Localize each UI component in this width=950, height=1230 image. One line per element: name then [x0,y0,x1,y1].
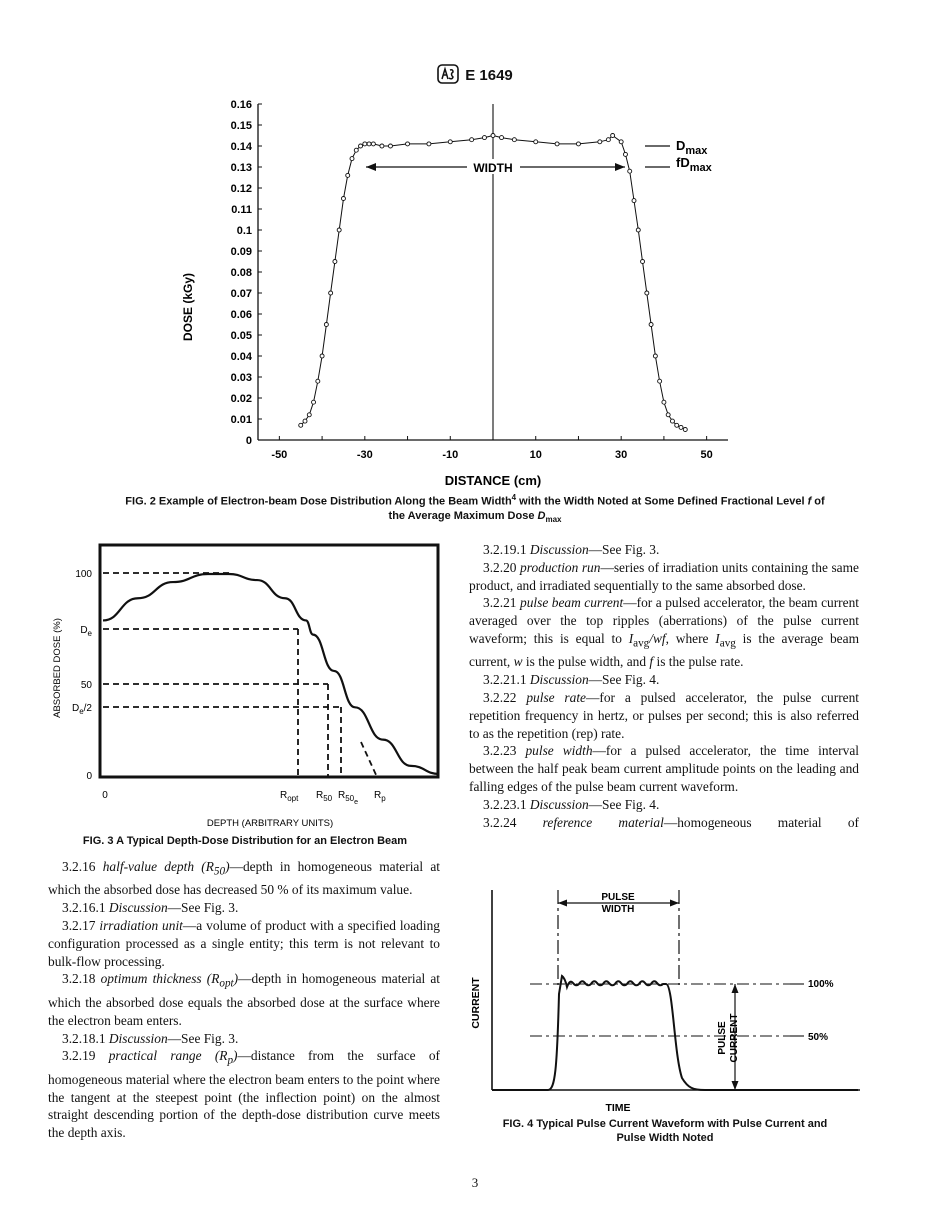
fig3-yDe2: $D_e/2$ [71,703,92,716]
fig2-y-tick: 0.13 [230,162,252,174]
fig2-data-point [491,134,495,138]
def-3-2-21-1: 3.2.21.1 Discussion—See Fig. 4. [483,672,660,688]
fig2-data-point [628,169,632,173]
fig3-y0: 0 [86,771,92,782]
fig2-x-tick: -50 [271,449,288,461]
def-3-2-18-1: 3.2.18.1 Discussion—See Fig. 3. [62,1030,239,1046]
fig3-depth-dose-curve [103,574,439,774]
fig2-legend-dmax: $D_{max}$ [676,138,708,157]
astm-logo-icon [437,64,459,88]
def-3-2-16-1: 3.2.16.1 Discussion—See Fig. 3. [62,900,239,916]
fig2-data-point [645,291,649,295]
fig2-y-tick: 0.08 [230,267,252,279]
fig4-pct100: 100% [808,979,834,990]
fig2-data-point [367,142,371,146]
fig2-y-tick: 0.09 [230,246,252,258]
fig2-data-point [606,138,610,142]
def-3-2-23: 3.2.23 pulse width—for a pulsed accelerator, the time interval between the half peak beam current amplitude points on the leading and falling edges of the pulse beam current waveform. [469,743,859,795]
fig4-ylabel: CURRENT [470,977,482,1029]
fig3-xlabel: DEPTH (ARBITRARY UNITS) [206,818,334,829]
fig2-data-point [482,136,486,140]
fig2-y-tick: 0.12 [230,183,252,195]
fig2-data-point [500,136,504,140]
def-3-2-21: 3.2.21 pulse beam current—for a pulsed accelerator, the beam current averaged over the top ripples (aberrations) of the pulse current waveform; this is equal to $I_{avg}/wf$, where $I_{avg}$ is the average beam current, w is the pulse width, and f is the pulse rate. [469,595,860,670]
fig2-y-tick: 0.05 [230,330,252,342]
def-3-2-20: 3.2.20 production run—series of irradiation units containing the same product, and irradiated sequentially to the same absorbed dose. [469,559,859,593]
fig4-pulse-width-label: PULSE WIDTH [601,892,635,915]
fig2-x-tick: 10 [529,449,542,461]
fig3-y50: 50 [80,680,92,691]
right-column [469,541,859,831]
fig2-y-tick: 0.16 [230,99,252,111]
fig3-yDe: $D_e$ [80,625,92,638]
fig2-data-point [350,157,354,161]
fig2-legend-fdmax: $fD_{max}$ [676,155,712,174]
fig2-data-point [320,354,324,358]
fig2-data-point [623,152,627,156]
fig2-caption: FIG. 2 Example of Electron-beam Dose Distribution Along the Beam Width$^4$ with the Width Noted at Some Defined Fractional Level f of the Average Maximum Dose $D_{max}$ [125,493,825,524]
fig4-pulse-waveform [492,976,858,1090]
fig2-data-point [380,144,384,148]
fig2-data-point [662,400,666,404]
fig2-data-point [427,142,431,146]
fig2-xlabel: DISTANCE (cm) [444,473,542,488]
fig3-xR50e: $R_{50e}$ [338,790,359,806]
def-3-2-19-1: 3.2.19.1 Discussion—See Fig. 3. [483,542,660,557]
fig4-pct50: 50% [808,1032,829,1043]
fig2-x-tick: 50 [700,449,713,461]
fig2-data-point [512,138,516,142]
def-3-2-19: 3.2.19 practical range $(R_p)—distance$ from the surface of homogeneous material where the electron beam enters to the point where the tangent at the steepest point (the inflection point) on the almost straight descending portion of the depth-dose distribution curve meets the depth axis. [48,1048,440,1141]
fig2-data-point [653,354,657,358]
fig2-data-point [303,419,307,423]
fig2-data-point [307,413,311,417]
fig2-data-point [359,144,363,148]
fig2-x-tick: -10 [442,449,459,461]
standard-number: E 1649 [465,66,513,84]
fig2-data-point [346,173,350,177]
fig2-data-point [611,134,615,138]
fig2-y-tick: 0.03 [230,372,252,384]
fig3-x0: 0 [102,790,108,801]
fig2-y-tick: 0.1 [236,225,252,237]
fig2-data-point [679,425,683,429]
fig2-y-tick: 0 [245,435,252,447]
fig4-pulse-current-label: PULSECURRENT [717,1013,740,1063]
fig3-dash-tangent [361,742,377,777]
def-3-2-24: 3.2.24 reference material—homogeneous material of [483,814,859,830]
fig2-data-point [312,400,316,404]
fig2-data-point [316,379,320,383]
fig2-y-tick: 0.06 [230,309,252,321]
fig2-data-point [337,228,341,232]
fig2-data-point [598,140,602,144]
fig2-data-point [636,228,640,232]
fig2-data-point [619,140,623,144]
page-number: 3 [471,1175,479,1190]
fig2-data-point [470,138,474,142]
fig3-xR50: $R_{50}$ [316,790,333,803]
fig2-y-tick: 0.11 [231,204,252,216]
fig3-chart [45,540,445,830]
fig2-data-point [406,142,410,146]
fig2-data-point [666,413,670,417]
fig2-chart [170,92,750,492]
fig2-data-point [683,428,687,432]
fig2-data-point [534,140,538,144]
fig2-y-tick: 0.02 [230,393,252,405]
fig2-data-point [329,291,333,295]
fig2-data-point [448,140,452,144]
fig2-data-point [333,260,337,264]
def-3-2-17: 3.2.17 irradiation unit—a volume of product with a specified loading configuration processed as a single entity; this term is not relevant to bulk-flow processing. [48,918,440,969]
fig2-x-tick: -30 [356,449,373,461]
fig2-data-point [388,144,392,148]
fig2-data-point [649,323,653,327]
fig3-xRopt: $R_{opt}$ [280,790,299,803]
fig2-data-point [555,142,559,146]
fig2-data-point [363,142,367,146]
fig2-data-point [658,379,662,383]
fig2-data-point [354,148,358,152]
left-column [48,858,440,1142]
fig4-caption: FIG. 4 Typical Pulse Current Waveform with Pulse Current and Pulse Width Noted [502,1118,828,1144]
fig2-data-point [632,199,636,203]
def-3-2-18: 3.2.18 optimum thickness $(R_{opt})—depth$ in homogeneous material at which the absorbed dose equals the absorbed dose at the surface where the electron beam enters. [48,971,441,1028]
fig4-chart [460,880,880,1120]
fig2-data-point [670,419,674,423]
fig2-y-tick: 0.15 [230,120,252,132]
def-3-2-16: 3.2.16 half-value depth $(R_{50})—depth$ in homogeneous material at which the absorbed dose has decreased 50 % of its maximum value. [48,859,441,898]
fig3-xRp: $R_p$ [374,790,386,803]
fig2-data-point [576,142,580,146]
fig2-data-point [341,197,345,201]
fig3-ylabel: ABSORBED DOSE (%) [52,618,63,718]
fig2-y-tick: 0.14 [230,141,252,153]
fig2-y-tick: 0.04 [230,351,252,363]
fig2-width-label: WIDTH [473,161,513,175]
fig3-y100: 100 [75,569,92,580]
fig2-ylabel: DOSE (kGy) [181,272,195,342]
fig2-data-point [371,142,375,146]
fig3-caption: FIG. 3 A Typical Depth-Dose Distribution for an Electron Beam [82,835,408,847]
fig4-xlabel: TIME [605,1102,631,1114]
fig2-data-point [324,323,328,327]
page-header [0,64,950,88]
def-3-2-22: 3.2.22 pulse rate—for a pulsed accelerator, the pulse current repetition frequency in hertz, or pulses per second; this is also referred to as the repetition (rep) rate. [469,690,860,741]
fig2-x-tick: 30 [615,449,628,461]
def-3-2-23-1: 3.2.23.1 Discussion—See Fig. 4. [483,796,660,812]
fig2-data-point [675,423,679,427]
fig2-y-tick: 0.07 [230,288,252,300]
fig2-data-point [299,423,303,427]
fig2-data-point [641,260,645,264]
fig2-y-tick: 0.01 [230,414,252,426]
